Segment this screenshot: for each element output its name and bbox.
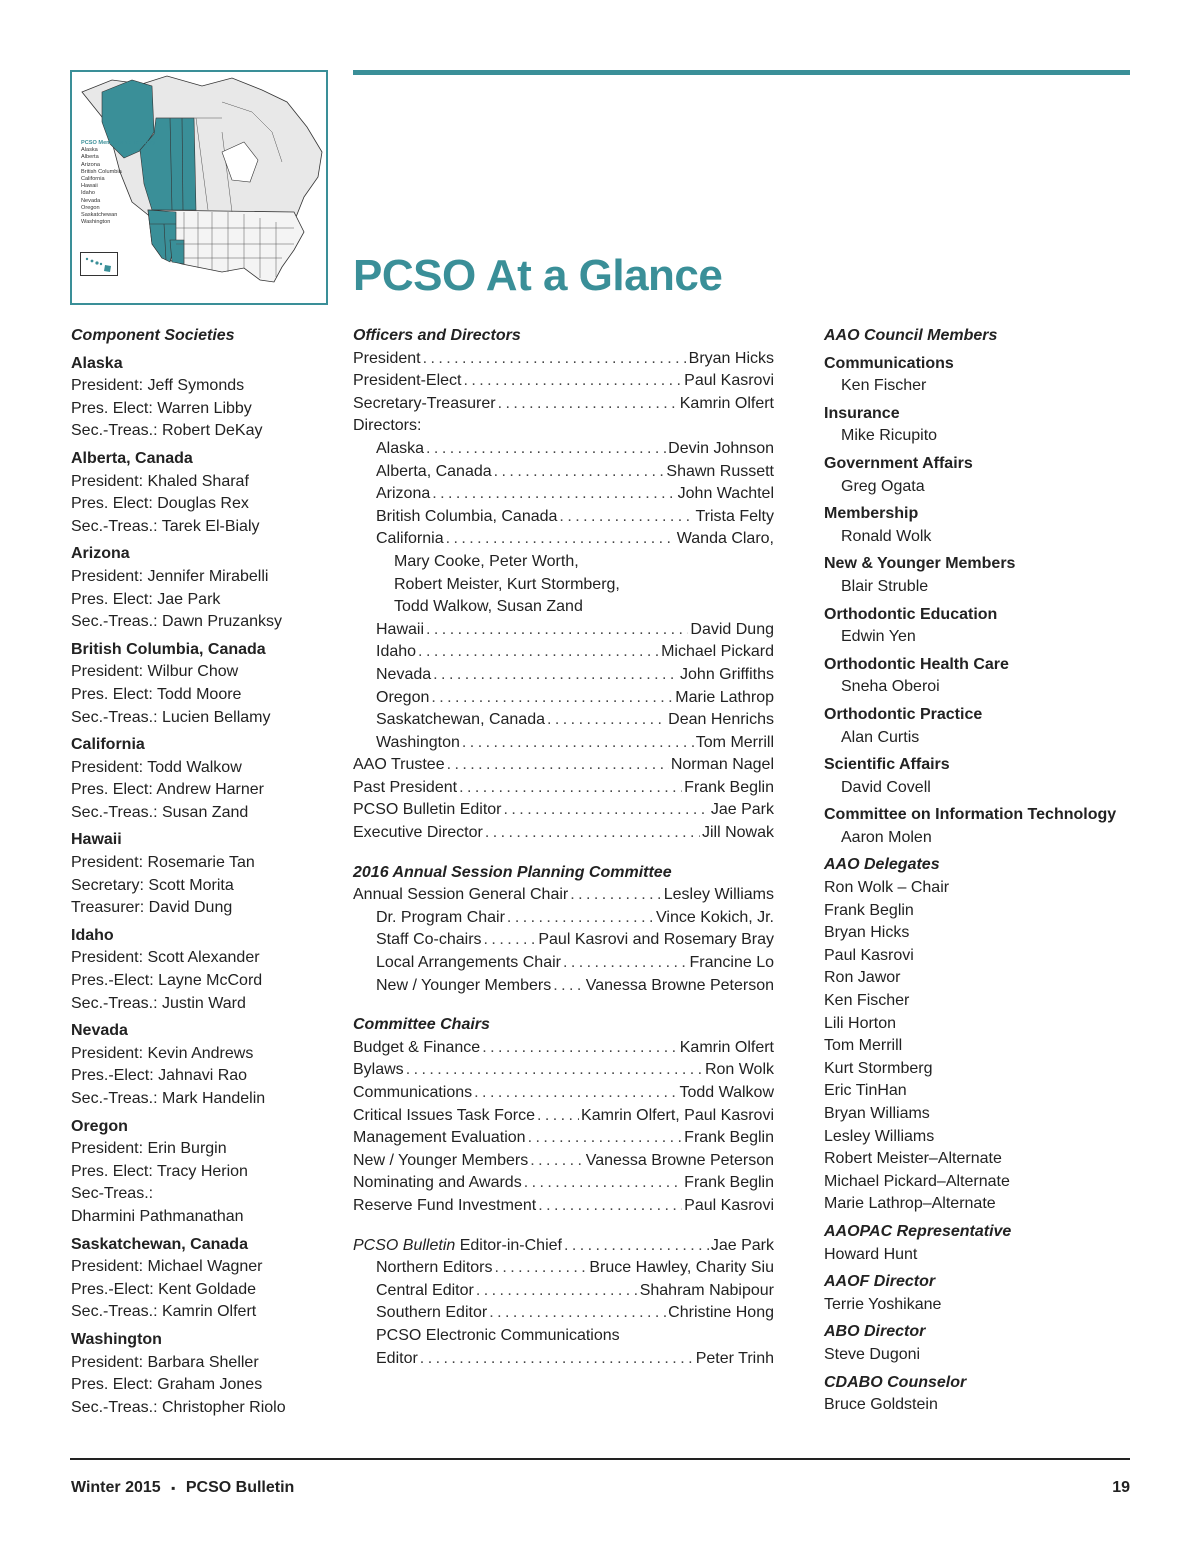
- officer-row: Secretary-Treasurer . . . Kamrin Olfert: [353, 393, 774, 416]
- delegate-item: Ken Fischer: [824, 992, 910, 1010]
- officer-row: PCSO Bulletin Editor . . . Jae Park: [353, 799, 774, 822]
- section-heading: AAO Council Members: [824, 327, 998, 344]
- council-member: Aaron Molen: [841, 828, 932, 846]
- section-heading: 2016 Annual Session Planning Committee: [353, 863, 672, 881]
- society-name: Alberta, Canada: [71, 449, 193, 467]
- council-member: Ronald Wolk: [841, 527, 932, 545]
- society-line: Pres. Elect: Tracy Herion: [71, 1162, 248, 1180]
- officers-column: [353, 325, 774, 1370]
- bulletin-chief-row: PCSO Bulletin Editor-in-Chief . . . Jae Park: [353, 1235, 774, 1258]
- council-member: Edwin Yen: [841, 628, 916, 646]
- page-number: 19: [1112, 1479, 1130, 1496]
- cdabo-member: Bruce Goldstein: [824, 1396, 938, 1414]
- council-name: Insurance: [824, 404, 900, 422]
- section-heading: Officers and Directors: [353, 327, 521, 344]
- committee-row: Budget & Finance . . . Kamrin Olfert: [353, 1037, 774, 1060]
- delegate-item: Kurt Stormberg: [824, 1059, 933, 1077]
- committee-row: Nominating and Awards . . . Frank Beglin: [353, 1172, 774, 1195]
- footer-publication: [71, 1479, 294, 1497]
- map-legend-item: Saskatchewan: [81, 212, 118, 219]
- society-alaska: [71, 353, 333, 443]
- hawaii-islands-graphic: [81, 253, 117, 275]
- section-heading: AAOPAC Representative: [824, 1222, 1012, 1240]
- society-california: [71, 734, 333, 824]
- section-heading: Committee Chairs: [353, 1016, 490, 1034]
- society-line: President: Michael Wagner: [71, 1258, 263, 1276]
- society-line: Sec.-Treas.: Justin Ward: [71, 994, 246, 1012]
- delegate-item: Paul Kasrovi: [824, 946, 914, 964]
- director-row: California . . . Wanda Claro,: [353, 528, 774, 551]
- delegate-item: Bryan Hicks: [824, 924, 910, 942]
- council-member: Mike Ricupito: [841, 427, 938, 445]
- society-line: President: Khaled Sharaf: [71, 472, 249, 490]
- footer-title: PCSO Bulletin: [185, 1479, 295, 1496]
- planning-row: Dr. Program Chair . . . Vince Kokich, Jr.: [353, 907, 774, 930]
- council-name: New & Younger Members: [824, 555, 1016, 573]
- officer-row: AAO Trustee . . . Norman Nagel: [353, 754, 774, 777]
- section-heading: Component Societies: [71, 327, 235, 344]
- society-line: Pres. Elect: Jae Park: [71, 590, 221, 608]
- directors-label: Directors:: [353, 417, 422, 435]
- section-heading: ABO Director: [824, 1323, 926, 1341]
- delegate-item: Ron Jawor: [824, 969, 901, 987]
- section-heading: AAOF Director: [824, 1273, 936, 1291]
- council-member: Ken Fischer: [841, 377, 927, 395]
- map-legend: [81, 140, 161, 226]
- society-name: Alaska: [71, 354, 123, 372]
- director-row: Arizona . . . John Wachtel: [353, 483, 774, 506]
- society-hawaii: [71, 829, 333, 919]
- officer-row: President-Elect . . . Paul Kasrovi: [353, 370, 774, 393]
- society-line: Sec.-Treas.: Kamrin Olfert: [71, 1303, 257, 1321]
- society-washington: [71, 1329, 333, 1419]
- bulletin-editor-row: Southern Editor . . . Christine Hong: [353, 1302, 774, 1325]
- society-line: Sec-Treas.:: [71, 1185, 154, 1203]
- aaopac-member: Howard Hunt: [824, 1245, 918, 1263]
- abo-member: Steve Dugoni: [824, 1345, 921, 1363]
- section-heading: AAO Delegates: [824, 856, 940, 874]
- council-member: Blair Struble: [841, 577, 929, 595]
- bulletin-editor-row: Northern Editors . . . Bruce Hawley, Charity Siu: [353, 1257, 774, 1280]
- director-row: Oregon . . . Marie Lathrop: [353, 687, 774, 710]
- director-continuation: Todd Walkow, Susan Zand: [394, 598, 583, 616]
- council-name: Orthodontic Health Care: [824, 655, 1009, 673]
- delegate-item: Michael Pickard–Alternate: [824, 1172, 1010, 1190]
- society-line: Pres. Elect: Andrew Harner: [71, 781, 264, 799]
- council-name: Scientific Affairs: [824, 756, 950, 774]
- society-line: President: Wilbur Chow: [71, 663, 239, 681]
- committee-row: Critical Issues Task Force . . . Kamrin Olfert, Paul Kasrovi: [353, 1105, 774, 1128]
- society-line: President: Erin Burgin: [71, 1140, 227, 1158]
- header-accent-rule: [353, 70, 1130, 75]
- society-name: California: [71, 736, 145, 754]
- officer-row: Executive Director . . . Jill Nowak: [353, 822, 774, 845]
- map-legend-item: Alberta: [81, 154, 99, 161]
- delegate-item: Robert Meister–Alternate: [824, 1150, 1002, 1168]
- planning-row: Local Arrangements Chair . . . Francine Lo: [353, 952, 774, 975]
- director-row: Saskatchewan, Canada . . . Dean Henrichs: [353, 709, 774, 732]
- society-idaho: [71, 925, 333, 1015]
- committee-row: Reserve Fund Investment . . . Paul Kasrovi: [353, 1195, 774, 1218]
- society-name: Oregon: [71, 1117, 128, 1135]
- society-line: Pres. Elect: Todd Moore: [71, 685, 242, 703]
- bulletin-electronic-line: PCSO Electronic Communications: [376, 1326, 620, 1344]
- council-member: Greg Ogata: [841, 477, 925, 495]
- officer-row: Past President . . . Frank Beglin: [353, 777, 774, 800]
- society-nevada: [71, 1020, 333, 1110]
- delegate-item: Marie Lathrop–Alternate: [824, 1195, 996, 1213]
- aao-column: [824, 325, 1144, 1417]
- society-line: President: Jennifer Mirabelli: [71, 567, 269, 585]
- aaof-member: Terrie Yoshikane: [824, 1295, 942, 1313]
- delegate-item: Ron Wolk – Chair: [824, 879, 950, 897]
- society-line: Sec.-Treas.: Christopher Riolo: [71, 1398, 286, 1416]
- society-line: Sec.-Treas.: Mark Handelin: [71, 1090, 266, 1107]
- director-row: Washington . . . Tom Merrill: [353, 732, 774, 755]
- society-alberta: [71, 448, 333, 538]
- delegate-item: Frank Beglin: [824, 901, 914, 919]
- council-name: Government Affairs: [824, 454, 973, 472]
- committee-row: Bylaws . . . Ron Wolk: [353, 1059, 774, 1082]
- society-line: Pres. Elect: Douglas Rex: [71, 495, 249, 513]
- map-legend-item: Nevada: [81, 197, 101, 204]
- society-oregon: [71, 1116, 333, 1229]
- delegate-item: Lesley Williams: [824, 1127, 935, 1145]
- society-line: Sec.-Treas.: Susan Zand: [71, 803, 249, 821]
- society-line: Pres. Elect: Graham Jones: [71, 1376, 263, 1394]
- director-continuation: Robert Meister, Kurt Stormberg,: [394, 575, 620, 593]
- director-row: Hawaii . . . David Dung: [353, 619, 774, 642]
- map-legend-item: Idaho: [81, 190, 95, 197]
- footer-separator: ▪: [171, 1481, 176, 1495]
- map-legend-item: British Columbia: [81, 168, 122, 175]
- council-name: Committee on Information Technology: [824, 806, 1117, 824]
- society-name: Nevada: [71, 1022, 128, 1040]
- committee-row: Management Evaluation . . . Frank Beglin: [353, 1127, 774, 1150]
- society-line: President: Todd Walkow: [71, 758, 242, 776]
- society-line: President: Scott Alexander: [71, 949, 260, 967]
- delegate-item: Lili Horton: [824, 1014, 897, 1032]
- director-row: Alaska . . . Devin Johnson: [353, 438, 774, 461]
- map-legend-item: Hawaii: [81, 183, 98, 190]
- society-saskatchewan: [71, 1234, 333, 1324]
- society-line: Sec.-Treas.: Dawn Pruzanksy: [71, 613, 283, 631]
- society-line: Sec.-Treas.: Robert DeKay: [71, 422, 263, 440]
- society-name: Idaho: [71, 926, 114, 944]
- bulletin-editor-row: Central Editor . . . Shahram Nabipour: [353, 1280, 774, 1303]
- council-name: Orthodontic Education: [824, 605, 998, 623]
- council-member: David Covell: [841, 778, 931, 796]
- bulletin-editor-row: Editor . . . Peter Trinh: [353, 1348, 774, 1371]
- delegate-item: Bryan Williams: [824, 1105, 930, 1122]
- component-societies-column: [71, 325, 333, 1419]
- director-row: Alberta, Canada . . . Shawn Russett: [353, 461, 774, 484]
- page-title: PCSO At a Glance: [353, 251, 723, 300]
- society-name: Arizona: [71, 545, 130, 563]
- map-legend-item: Alaska: [81, 147, 98, 154]
- society-line: Sec.-Treas.: Tarek El-Bialy: [71, 517, 260, 535]
- map-legend-item: Arizona: [81, 161, 100, 168]
- section-heading: CDABO Counselor: [824, 1373, 967, 1391]
- committee-row: New / Younger Members . . . Vanessa Browne Peterson: [353, 1150, 774, 1173]
- society-line: Secretary: Scott Morita: [71, 876, 234, 894]
- society-line: President: Jeff Symonds: [71, 377, 245, 395]
- delegate-item: Eric TinHan: [824, 1082, 907, 1100]
- society-line: Sec.-Treas.: Lucien Bellamy: [71, 708, 271, 726]
- society-name: Washington: [71, 1330, 162, 1348]
- footer-issue: Winter 2015: [71, 1479, 161, 1496]
- council-name: Communications: [824, 354, 954, 372]
- director-continuation: Mary Cooke, Peter Worth,: [394, 552, 579, 570]
- society-british-columbia: [71, 639, 333, 729]
- council-member: Sneha Oberoi: [841, 678, 940, 696]
- footer-rule: [70, 1458, 1130, 1460]
- council-member: Alan Curtis: [841, 728, 920, 746]
- director-row: Nevada . . . John Griffiths: [353, 664, 774, 687]
- map-legend-item: Oregon: [81, 204, 100, 211]
- society-line: Pres.-Elect: Jahnavi Rao: [71, 1067, 248, 1085]
- society-line: President: Barbara Sheller: [71, 1353, 259, 1371]
- officer-row: President . . . Bryan Hicks: [353, 348, 774, 371]
- council-name: Orthodontic Practice: [824, 705, 983, 723]
- hawaii-inset: [80, 252, 118, 276]
- territory-map: [70, 70, 328, 305]
- committee-row: Communications . . . Todd Walkow: [353, 1082, 774, 1105]
- council-name: Membership: [824, 505, 919, 523]
- society-name: Saskatchewan, Canada: [71, 1235, 248, 1253]
- society-line: Pres.-Elect: Layne McCord: [71, 972, 263, 990]
- society-line: President: Kevin Andrews: [71, 1044, 254, 1062]
- delegate-item: Tom Merrill: [824, 1037, 903, 1055]
- director-row: Idaho . . . Michael Pickard: [353, 641, 774, 664]
- map-legend-item: Washington: [81, 219, 111, 226]
- director-row: British Columbia, Canada . . . Trista Felty: [353, 506, 774, 529]
- planning-row: New / Younger Members . . . Vanessa Browne Peterson: [353, 975, 774, 998]
- society-line: Pres. Elect: Warren Libby: [71, 399, 252, 417]
- society-arizona: [71, 543, 333, 633]
- society-name: Hawaii: [71, 831, 122, 849]
- society-name: British Columbia, Canada: [71, 640, 266, 658]
- society-line: Pres.-Elect: Kent Goldade: [71, 1280, 256, 1298]
- planning-row: Annual Session General Chair . . . Lesley Williams: [353, 884, 774, 907]
- map-legend-title: PCSO Membership Territory: [81, 140, 156, 146]
- map-legend-item: California: [81, 176, 105, 183]
- society-line: President: Rosemarie Tan: [71, 854, 255, 872]
- society-line: Treasurer: David Dung: [71, 899, 233, 917]
- society-line: Dharmini Pathmanathan: [71, 1207, 244, 1225]
- planning-row: Staff Co-chairs . . . Paul Kasrovi and Rosemary Bray: [353, 929, 774, 952]
